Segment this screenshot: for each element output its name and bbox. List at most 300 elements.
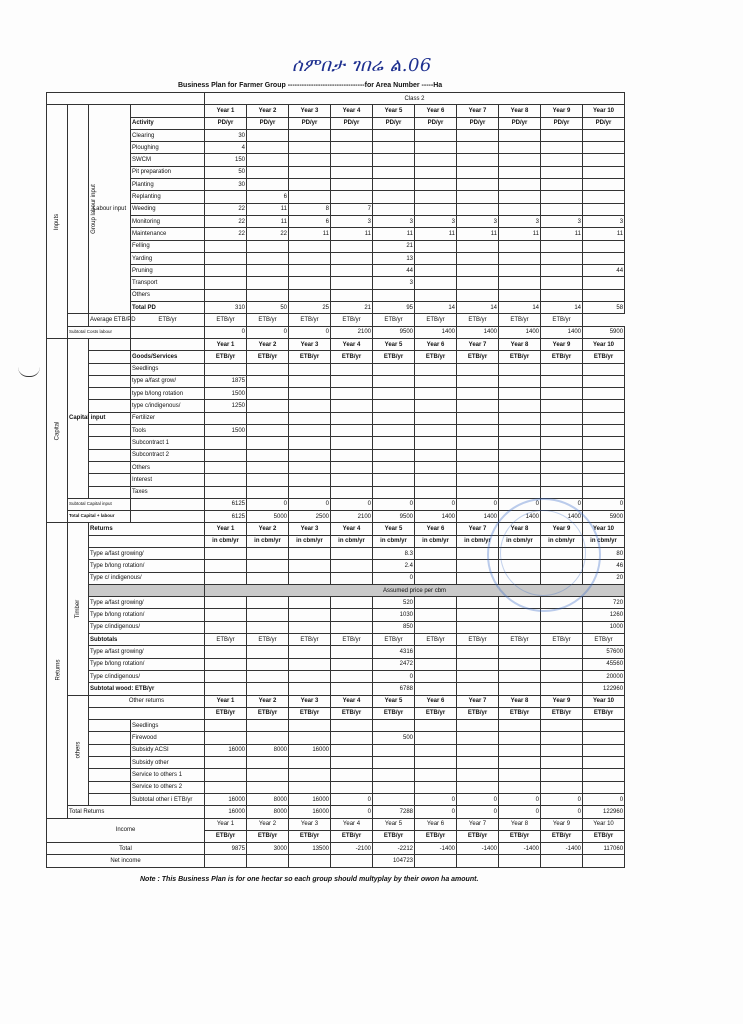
total-pd-row: [47, 302, 625, 314]
value-cell: [247, 597, 289, 609]
value-cell: Year 2: [247, 523, 289, 535]
value-cell: [331, 154, 373, 166]
net-income-value: 104723: [373, 855, 415, 868]
value-cell: Year 3: [289, 338, 331, 350]
value-cell: 3: [373, 277, 415, 289]
value-cell: 8: [289, 203, 331, 215]
blank-cell: [47, 93, 205, 105]
value-cell: [415, 461, 457, 473]
income-year-header-row: [47, 818, 625, 830]
value-cell: [457, 658, 499, 670]
value-cell: Year 10: [583, 105, 625, 117]
average-row: [47, 314, 625, 326]
value-cell: [415, 547, 457, 559]
blank-cell: [89, 437, 131, 449]
value-cell: [499, 203, 541, 215]
other-returns-header: Other returns: [89, 695, 205, 707]
value-cell: [541, 732, 583, 744]
value-cell: [457, 252, 499, 264]
value-cell: [331, 412, 373, 424]
value-cell: [541, 375, 583, 387]
value-cell: 1400: [499, 511, 541, 523]
value-cell: 520: [373, 597, 415, 609]
value-cell: Year 4: [331, 523, 373, 535]
value-cell: 11: [289, 228, 331, 240]
value-cell: Year 10: [583, 523, 625, 535]
value-cell: ETB/yr: [205, 634, 247, 646]
value-cell: [499, 265, 541, 277]
value-cell: -1400: [541, 843, 583, 855]
value-cell: [289, 412, 331, 424]
value-cell: [373, 720, 415, 732]
value-cell: [373, 757, 415, 769]
value-cell: 50: [247, 302, 289, 314]
value-cell: [373, 437, 415, 449]
value-cell: ETB/yr: [541, 707, 583, 719]
value-cell: [541, 203, 583, 215]
value-cell: [415, 388, 457, 400]
value-cell: ETB/yr: [247, 314, 289, 326]
value-cell: Year 1: [205, 338, 247, 350]
blank-cell: [131, 338, 205, 350]
value-cell: [289, 781, 331, 793]
value-cell: [541, 449, 583, 461]
activity-label: Replanting: [131, 191, 205, 203]
value-cell: 1400: [541, 326, 583, 338]
value-cell: ETB/yr: [331, 707, 373, 719]
value-cell: [289, 142, 331, 154]
value-cell: [583, 240, 625, 252]
value-cell: [331, 609, 373, 621]
value-cell: 2100: [331, 511, 373, 523]
returns-side-label: [47, 523, 68, 818]
document-header: [178, 82, 628, 89]
value-cell: [247, 486, 289, 498]
value-cell: [289, 154, 331, 166]
value-cell: [457, 560, 499, 572]
others-subtotal-label: Subtotal other i ETB/yr: [131, 793, 205, 805]
value-cell: 1030: [373, 609, 415, 621]
goods-label: Subcontract 1: [131, 437, 205, 449]
other-return-label: Firewood: [131, 732, 205, 744]
value-cell: 1875: [205, 375, 247, 387]
value-cell: [331, 142, 373, 154]
value-cell: [415, 486, 457, 498]
value-cell: [289, 265, 331, 277]
value-cell: [205, 757, 247, 769]
group-labour-label: [68, 105, 97, 314]
value-cell: [373, 154, 415, 166]
table-row: [47, 670, 625, 682]
value-cell: [415, 658, 457, 670]
value-cell: [331, 437, 373, 449]
value-cell: 0: [499, 793, 541, 805]
value-cell: 21: [331, 302, 373, 314]
value-cell: ETB/yr: [499, 634, 541, 646]
value-cell: [247, 621, 289, 633]
value-cell: [247, 265, 289, 277]
activity-label: Clearing: [131, 129, 205, 141]
value-cell: [499, 166, 541, 178]
value-cell: -2100: [331, 843, 373, 855]
table-row: [47, 142, 625, 154]
value-cell: [415, 609, 457, 621]
value-cell: 22: [205, 228, 247, 240]
blank-cell: [89, 781, 131, 793]
value-cell: [373, 375, 415, 387]
value-cell: [541, 129, 583, 141]
value-cell: [457, 166, 499, 178]
value-cell: [331, 375, 373, 387]
table-row: [47, 609, 625, 621]
table-row: [47, 646, 625, 658]
income-total-label: Total: [47, 843, 205, 855]
value-cell: Year 2: [247, 105, 289, 117]
value-cell: [541, 683, 583, 695]
value-cell: PD/yr: [415, 117, 457, 129]
value-cell: ETB/yr: [331, 830, 373, 842]
value-cell: Year 9: [541, 523, 583, 535]
value-cell: 1000: [583, 621, 625, 633]
blank-cell: [89, 375, 131, 387]
value-cell: [457, 769, 499, 781]
value-cell: [415, 769, 457, 781]
value-cell: 14: [457, 302, 499, 314]
value-cell: [541, 425, 583, 437]
table-row: [47, 732, 625, 744]
value-cell: [541, 142, 583, 154]
blank-cell: [89, 744, 131, 756]
value-cell: ETB/yr: [289, 707, 331, 719]
goods-label: Fertilizer: [131, 412, 205, 424]
blank-cell: [89, 338, 131, 350]
value-cell: [331, 683, 373, 695]
value-cell: [415, 363, 457, 375]
margin-mark: [18, 366, 40, 377]
other-return-label: Subsidy ACSI: [131, 744, 205, 756]
value-cell: [331, 363, 373, 375]
activity-label: Maintenance: [131, 228, 205, 240]
value-cell: [541, 572, 583, 584]
value-cell: [205, 265, 247, 277]
goods-label: Tools: [131, 425, 205, 437]
value-cell: 0: [373, 572, 415, 584]
value-cell: [205, 363, 247, 375]
value-cell: [457, 363, 499, 375]
value-cell: [457, 646, 499, 658]
table-row: [47, 277, 625, 289]
value-cell: 0: [415, 498, 457, 510]
value-cell: in cbm/yr: [541, 535, 583, 547]
value-cell: [583, 449, 625, 461]
value-cell: [289, 461, 331, 473]
value-cell: 6125: [205, 511, 247, 523]
value-cell: [583, 757, 625, 769]
class-row: [47, 93, 625, 105]
value-cell: 6125: [205, 498, 247, 510]
value-cell: [499, 683, 541, 695]
value-cell: ETB/yr: [289, 314, 331, 326]
value-cell: Year 6: [415, 338, 457, 350]
value-cell: ETB/yr: [373, 634, 415, 646]
net-income-label: Net income: [47, 855, 205, 868]
value-cell: ETB/yr: [415, 634, 457, 646]
value-cell: ETB/yr: [457, 314, 499, 326]
labour-subtotal-row: [47, 326, 625, 338]
value-cell: 8000: [247, 744, 289, 756]
value-cell: [373, 769, 415, 781]
income-total-row: [47, 843, 625, 855]
value-cell: [415, 560, 457, 572]
value-cell: Year 1: [205, 105, 247, 117]
value-cell: [415, 572, 457, 584]
table-row: [47, 720, 625, 732]
value-cell: [247, 449, 289, 461]
value-cell: -1400: [499, 843, 541, 855]
value-cell: 150: [205, 154, 247, 166]
activity-label: SWCM: [131, 154, 205, 166]
value-cell: [247, 400, 289, 412]
blank-cell: [247, 855, 289, 868]
blank-cell: [89, 769, 131, 781]
table-row: [47, 400, 625, 412]
value-cell: [499, 425, 541, 437]
value-cell: [583, 277, 625, 289]
value-cell: [247, 277, 289, 289]
value-cell: PD/yr: [457, 117, 499, 129]
value-cell: [205, 240, 247, 252]
value-cell: ETB/yr: [373, 351, 415, 363]
value-cell: 4: [205, 142, 247, 154]
blank-cell: [89, 363, 131, 375]
value-cell: Year 7: [457, 105, 499, 117]
value-cell: -1400: [415, 843, 457, 855]
value-cell: [541, 547, 583, 559]
value-cell: [289, 437, 331, 449]
value-cell: Year 3: [289, 818, 331, 830]
value-cell: [289, 240, 331, 252]
value-cell: [457, 191, 499, 203]
table-row: [47, 757, 625, 769]
value-cell: [247, 437, 289, 449]
value-cell: [331, 621, 373, 633]
value-cell: [205, 732, 247, 744]
timber-type-label: Type c/indigenous/: [89, 670, 205, 682]
activity-label: Transport: [131, 277, 205, 289]
value-cell: Year 5: [373, 818, 415, 830]
value-cell: [457, 744, 499, 756]
value-cell: [583, 203, 625, 215]
value-cell: [373, 744, 415, 756]
value-cell: [331, 166, 373, 178]
value-cell: [583, 461, 625, 473]
value-cell: [331, 179, 373, 191]
value-cell: 0: [331, 806, 373, 818]
value-cell: [457, 609, 499, 621]
value-cell: [373, 166, 415, 178]
value-cell: [289, 658, 331, 670]
value-cell: 9500: [373, 511, 415, 523]
value-cell: [247, 732, 289, 744]
value-cell: 16000: [205, 793, 247, 805]
value-cell: ETB/yr: [205, 830, 247, 842]
table-row: [47, 572, 625, 584]
value-cell: [289, 425, 331, 437]
value-cell: [541, 744, 583, 756]
value-cell: 0: [541, 806, 583, 818]
value-cell: [457, 461, 499, 473]
value-cell: 9500: [373, 326, 415, 338]
value-cell: [457, 289, 499, 301]
value-cell: [289, 166, 331, 178]
subtotal-wood-label: Subtotal wood: ETB/yr: [89, 683, 205, 695]
value-cell: 0: [331, 498, 373, 510]
value-cell: 11: [499, 228, 541, 240]
table-row: [47, 154, 625, 166]
value-cell: [331, 547, 373, 559]
activity-label: Monitoring: [131, 215, 205, 227]
value-cell: [205, 609, 247, 621]
value-cell: in cbm/yr: [205, 535, 247, 547]
table-row: [47, 621, 625, 633]
value-cell: [289, 277, 331, 289]
value-cell: Year 7: [457, 338, 499, 350]
value-cell: [541, 277, 583, 289]
value-cell: [415, 142, 457, 154]
value-cell: [247, 129, 289, 141]
value-cell: ETB/yr: [499, 830, 541, 842]
value-cell: [331, 265, 373, 277]
value-cell: [541, 769, 583, 781]
timber-type-label: Type c/ indigenous/: [89, 572, 205, 584]
value-cell: [247, 658, 289, 670]
value-cell: ETB/yr: [205, 351, 247, 363]
value-cell: [457, 412, 499, 424]
assumed-price-row: [47, 584, 625, 596]
value-cell: 0: [289, 326, 331, 338]
value-cell: [205, 277, 247, 289]
table-row: [47, 597, 625, 609]
value-cell: [583, 486, 625, 498]
value-cell: [499, 572, 541, 584]
value-cell: 11: [247, 215, 289, 227]
value-cell: ETB/yr: [415, 707, 457, 719]
value-cell: in cbm/yr: [499, 535, 541, 547]
value-cell: [457, 154, 499, 166]
value-cell: Year 1: [205, 523, 247, 535]
value-cell: [457, 437, 499, 449]
year-header-row: [47, 105, 625, 117]
value-cell: [289, 732, 331, 744]
returns-year-header-row: [47, 523, 625, 535]
value-cell: [331, 461, 373, 473]
value-cell: 9875: [205, 843, 247, 855]
value-cell: in cbm/yr: [247, 535, 289, 547]
value-cell: 14: [415, 302, 457, 314]
value-cell: 0: [499, 806, 541, 818]
value-cell: [331, 191, 373, 203]
table-row: [47, 215, 625, 227]
value-cell: [499, 277, 541, 289]
value-cell: ETB/yr: [289, 634, 331, 646]
goods-label: Subcontract 2: [131, 449, 205, 461]
goods-label: Taxes: [131, 486, 205, 498]
activity-header: Activity: [131, 117, 205, 129]
blank-cell: [415, 855, 457, 868]
value-cell: 2500: [289, 511, 331, 523]
blank-cell: [131, 105, 205, 117]
other-return-label: Service to others 2: [131, 781, 205, 793]
value-cell: 16000: [205, 744, 247, 756]
capital-unit-row: [47, 351, 625, 363]
value-cell: [373, 449, 415, 461]
value-cell: [499, 547, 541, 559]
value-cell: [541, 646, 583, 658]
value-cell: [457, 142, 499, 154]
others-year-header-row: [47, 695, 625, 707]
goods-services-header: Goods/Services: [131, 351, 205, 363]
value-cell: [541, 720, 583, 732]
value-cell: [583, 781, 625, 793]
value-cell: [373, 129, 415, 141]
value-cell: Year 8: [499, 818, 541, 830]
value-cell: [373, 793, 415, 805]
footer-note: Note : This Business Plan is for one hectar so each group should multyplay by their owon ha amount.: [140, 876, 479, 883]
value-cell: 720: [583, 597, 625, 609]
total-pd-label: Total PD: [131, 302, 205, 314]
value-cell: 8000: [247, 793, 289, 805]
value-cell: [457, 277, 499, 289]
value-cell: PD/yr: [583, 117, 625, 129]
value-cell: [415, 744, 457, 756]
value-cell: ETB/yr: [541, 351, 583, 363]
value-cell: [289, 191, 331, 203]
value-cell: Year 10: [583, 338, 625, 350]
value-cell: [499, 179, 541, 191]
value-cell: [499, 154, 541, 166]
blank-cell: [89, 757, 131, 769]
value-cell: [457, 240, 499, 252]
value-cell: 3: [415, 215, 457, 227]
value-cell: 46: [583, 560, 625, 572]
value-cell: [415, 277, 457, 289]
value-cell: ETB/yr: [457, 634, 499, 646]
value-cell: [331, 425, 373, 437]
value-cell: [331, 670, 373, 682]
blank-cell: [89, 400, 131, 412]
timber-type-label: Type b/long rotation/: [89, 609, 205, 621]
value-cell: [331, 289, 373, 301]
value-cell: [541, 363, 583, 375]
value-cell: 117060: [583, 843, 625, 855]
value-cell: 5900: [583, 511, 625, 523]
value-cell: Year 6: [415, 523, 457, 535]
value-cell: [205, 191, 247, 203]
inputs-side-label: [47, 105, 68, 339]
value-cell: PD/yr: [499, 117, 541, 129]
value-cell: [289, 400, 331, 412]
document-title: Business Plan for Farmer Group ---------------------------------for Area Number -----Ha: [178, 82, 443, 89]
value-cell: [499, 720, 541, 732]
value-cell: Year 4: [331, 695, 373, 707]
blank-cell: [131, 326, 205, 338]
value-cell: [415, 646, 457, 658]
value-cell: [541, 388, 583, 400]
value-cell: [457, 683, 499, 695]
blank-cell: [89, 461, 131, 473]
value-cell: -2212: [373, 843, 415, 855]
value-cell: 0: [457, 806, 499, 818]
